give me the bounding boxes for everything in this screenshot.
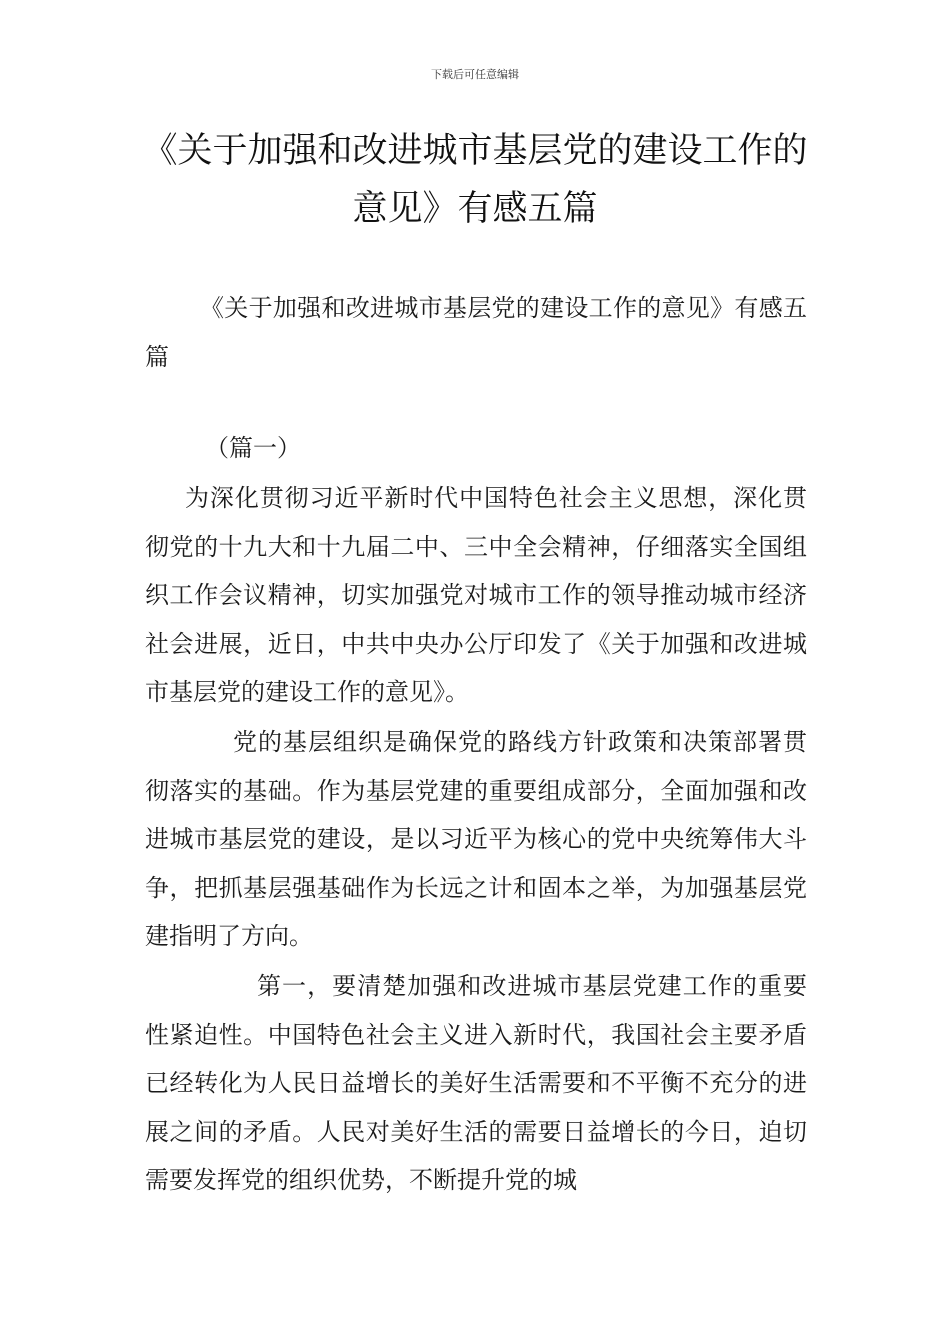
paragraph-3: 第一，要清楚加强和改进城市基层党建工作的重要性紧迫性。中国特色社会主义进入新时代，我国社会主要矛盾已经转化为人民日益增长的美好生活需要和不平衡不充分的进展之间的矛盾。人民对美好生活的需要日益增长的今日，迫切需要发挥党的组织优势，不断提升党的城 xyxy=(145,972,807,1195)
document-subtitle: 《关于加强和改进城市基层党的建设工作的意见》有感五篇 xyxy=(145,294,807,371)
document-title: 《关于加强和改进城市基层党的建设工作的意见》有感五篇 xyxy=(142,131,808,229)
paragraph-2: 党的基层组织是确保党的路线方针政策和决策部署贯彻落实的基础。作为基层党建的重要组成部分，全面加强和改进城市基层党的建设，是以习近平为核心的党中央统筹伟大斗争，把抓基层强基础作为长远之计和固本之举，为加强基层党建指明了方向。 xyxy=(145,728,807,951)
header-note: 下载后可任意编辑 xyxy=(431,68,519,81)
section-label: （篇一） xyxy=(205,434,301,462)
paragraph-1: 为深化贯彻习近平新时代中国特色社会主义思想，深化贯彻党的十九大和十九届二中、三中全会精神，仔细落实全国组织工作会议精神，切实加强党对城市工作的领导推动城市经济社会进展，近日，中共中央办公厅印发了《关于加强和改进城市基层党的建设工作的意见》。 xyxy=(145,484,807,707)
